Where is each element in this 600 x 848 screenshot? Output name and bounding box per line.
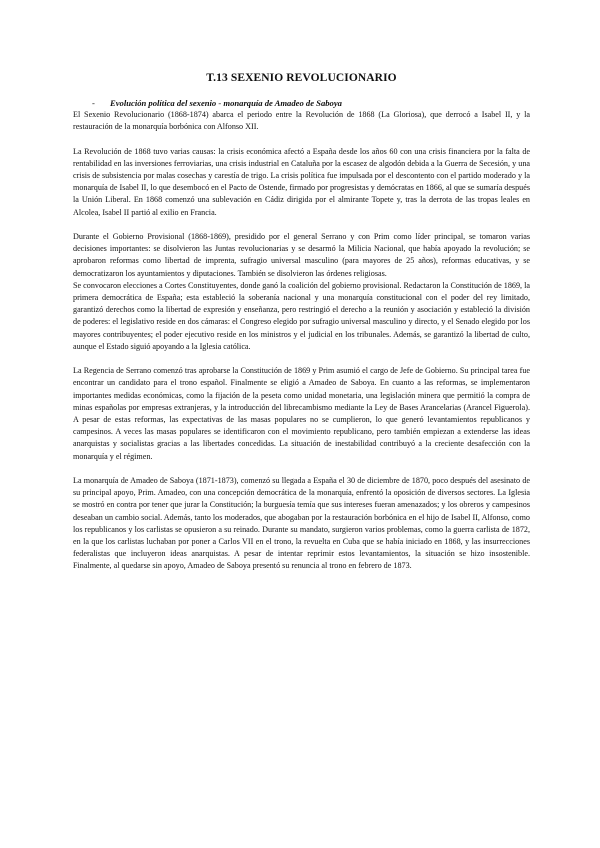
section-heading: Evolución política del sexenio - monarquía de Amadeo de Saboya — [110, 98, 342, 108]
paragraph-gap — [73, 219, 530, 231]
document-title: T.13 SEXENIO REVOLUCIONARIO — [206, 72, 397, 84]
paragraph-provisional-government: Durante el Gobierno Provisional (1868-1869), presidido por el general Serrano y con Prim como líder principal, se tomaron varias decisiones importantes: se disolvieron las Juntas revolucionarias y se desarmó la Milicia Nacional, que había apoyado la revolución; se aprobaron reformas como libertad de imprenta, sufragio universal masculino (para mayores de 25 años), reformas educativas, y se democratizaron los ayuntamientos y diputaciones. También se disolvieron las órdenes religiosas. — [73, 232, 530, 278]
paragraph-gap — [73, 463, 530, 475]
paragraph-causes: La Revolución de 1868 tuvo varias causas: la crisis económica afectó a España desde los años 60 con una crisis financiera por la falta de rentabilidad en las inversiones ferroviarias, una crisis industrial en Cataluña por la escasez de algodón debida a la Guerra de Secesión, y una crisis de subsistencia por malas cosechas y carestía de trigo. La crisis política fue impulsada por el descontento con el partido moderado y la monarquía de Isabel II, lo que desembocó en el Pacto de Ostende, firmado por progresistas y demócratas en 1866, al que se sumaría después la Unión Liberal. En 1868 comenzó una sublevación en Cádiz dirigida por el almirante Topete y, tras la derrota de las tropas leales en Alcolea, Isabel II partió al exilio en Francia. — [73, 146, 530, 217]
paragraph-gap — [73, 133, 530, 145]
paragraph-amadeo-monarchy: La monarquía de Amadeo de Saboya (1871-1873), comenzó su llegada a España el 30 de diciembre de 1870, poco después del asesinato de su principal apoyo, Prim. Amadeo, con una concepción democrática de la monarquía, enfrentó la oposición de diversos sectores. La Iglesia se mostró en contra por tener que jurar la Constitución; la burguesía temía que sus intereses fueran amenazados; y los obreros y campesinos deseaban un cambio social. Además, tanto los moderados, que abogaban por la restauración borbónica en el hijo de Isabel II, Alfonso, como los republicanos y los carlistas se opusieron a su reinado. Durante su mandato, surgieron varios problemas, como la guerra carlista de 1872, en la que los carlistas luchaban por poner a Carlos VII en el trono, la revuelta en Cuba que se había iniciado en 1868, y las insurrecciones federalistas que incluyeron ideas anarquistas. A pesar de intentar reprimir estos levantamientos, la situación se hizo insostenible. Finalmente, al quedarse sin apoyo, Amadeo de Saboya presentó su renuncia al trono en febrero de 1873. — [73, 476, 530, 571]
paragraph-constitution-1869: Se convocaron elecciones a Cortes Constituyentes, donde ganó la coalición del gobierno provisional. Redactaron la Constitución de 1869, la primera democrática de España; esta estableció la soberanía nacional y una monarquía constitucional con el poder del rey limitado, garantizó derechos como la libertad de expresión y enseñanza, pero restringió el derecho a la reunión y asociación y estableció la división de poderes: el legislativo reside en dos cámaras: el Congreso elegido por sufragio universal masculino y directo, y el Senado elegido por los mayores contribuyentes; el poder ejecutivo reside en los ministros y el judicial en los tribunales. Además, se garantizó la libertad de culto, aunque el Estado siguió apoyando a la Iglesia católica. — [73, 280, 530, 351]
paragraph-gap — [73, 353, 530, 365]
paragraph-intro: El Sexenio Revolucionario (1868-1874) abarca el periodo entre la Revolución de 1868 (La Gloriosa), que derrocó a Isabel II, y la restauración de la monarquía borbónica con Alfonso XII. — [73, 110, 530, 132]
paragraph-regency: La Regencia de Serrano comenzó tras aprobarse la Constitución de 1869 y Prim asumió el cargo de Jefe de Gobierno. Su principal tarea fue encontrar un candidato para el trono español. Finalmente se eligió a Amadeo de Saboya. En cuanto a las reformas, se implementaron importantes medidas económicas, como la fijación de la peseta como unidad monetaria, una legislación minera que permitió la compra de minas españolas por empresas extranjeras, y la introducción del librecambismo mediante la Ley de Bases Arancelarias (Arancel Figuerola). A pesar de estas reformas, las expectativas de las masas populares no se cumplieron, lo que generó levantamientos republicanos y campesinos. A veces las masas populares se identificaron con el movimiento republicano, pero también empiezan a extenderse las ideas anarquistas y socialistas gracias a las libertades concedidas. La situación de inestabilidad contribuyó a la creciente desafección con la monarquía y el régimen. — [73, 366, 530, 461]
document-body — [73, 72, 530, 573]
section-heading-row — [92, 98, 530, 109]
list-bullet: - — [92, 98, 95, 108]
